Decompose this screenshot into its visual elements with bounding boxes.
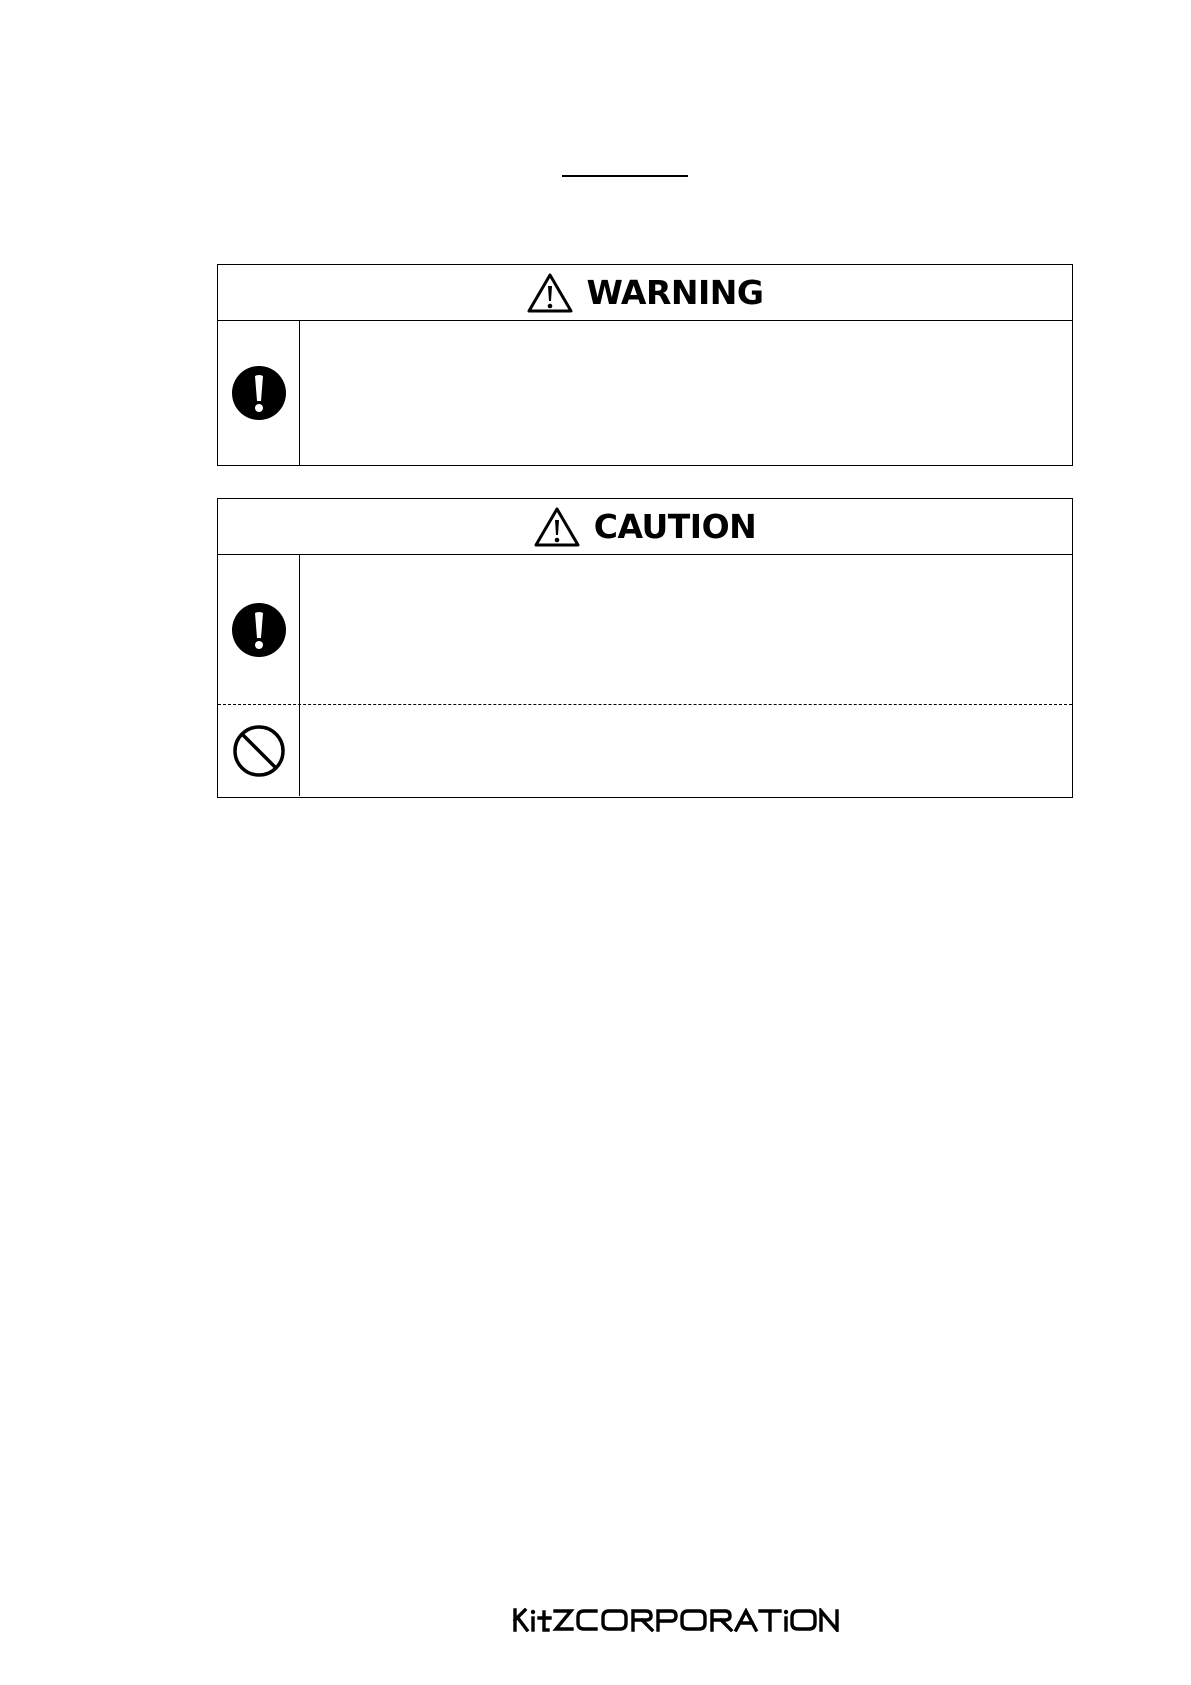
warning-triangle-icon [527, 272, 573, 314]
title-underline [562, 175, 688, 177]
warning-triangle-icon [534, 506, 580, 548]
caution-row-mandatory [218, 555, 1072, 704]
warning-row [218, 321, 1072, 465]
caution-icon-cell-mandatory [218, 555, 300, 704]
caution-box [217, 498, 1073, 798]
warning-heading: WARNING [586, 273, 764, 312]
warning-text-cell [300, 321, 1072, 465]
prohibition-icon [232, 724, 286, 778]
warning-icon-cell [218, 321, 300, 465]
kitz-corporation-logo [512, 1608, 840, 1632]
caution-row-prohibition [218, 704, 1072, 796]
caution-heading: CAUTION [593, 507, 757, 546]
caution-header [218, 499, 1072, 555]
caution-icon-cell-prohibition [218, 705, 300, 796]
mandatory-action-icon [231, 602, 287, 658]
warning-box [217, 264, 1073, 466]
caution-text-cell-mandatory [300, 555, 1072, 704]
caution-text-cell-prohibition [300, 705, 1072, 796]
mandatory-action-icon [231, 365, 287, 421]
warning-header [218, 265, 1072, 321]
